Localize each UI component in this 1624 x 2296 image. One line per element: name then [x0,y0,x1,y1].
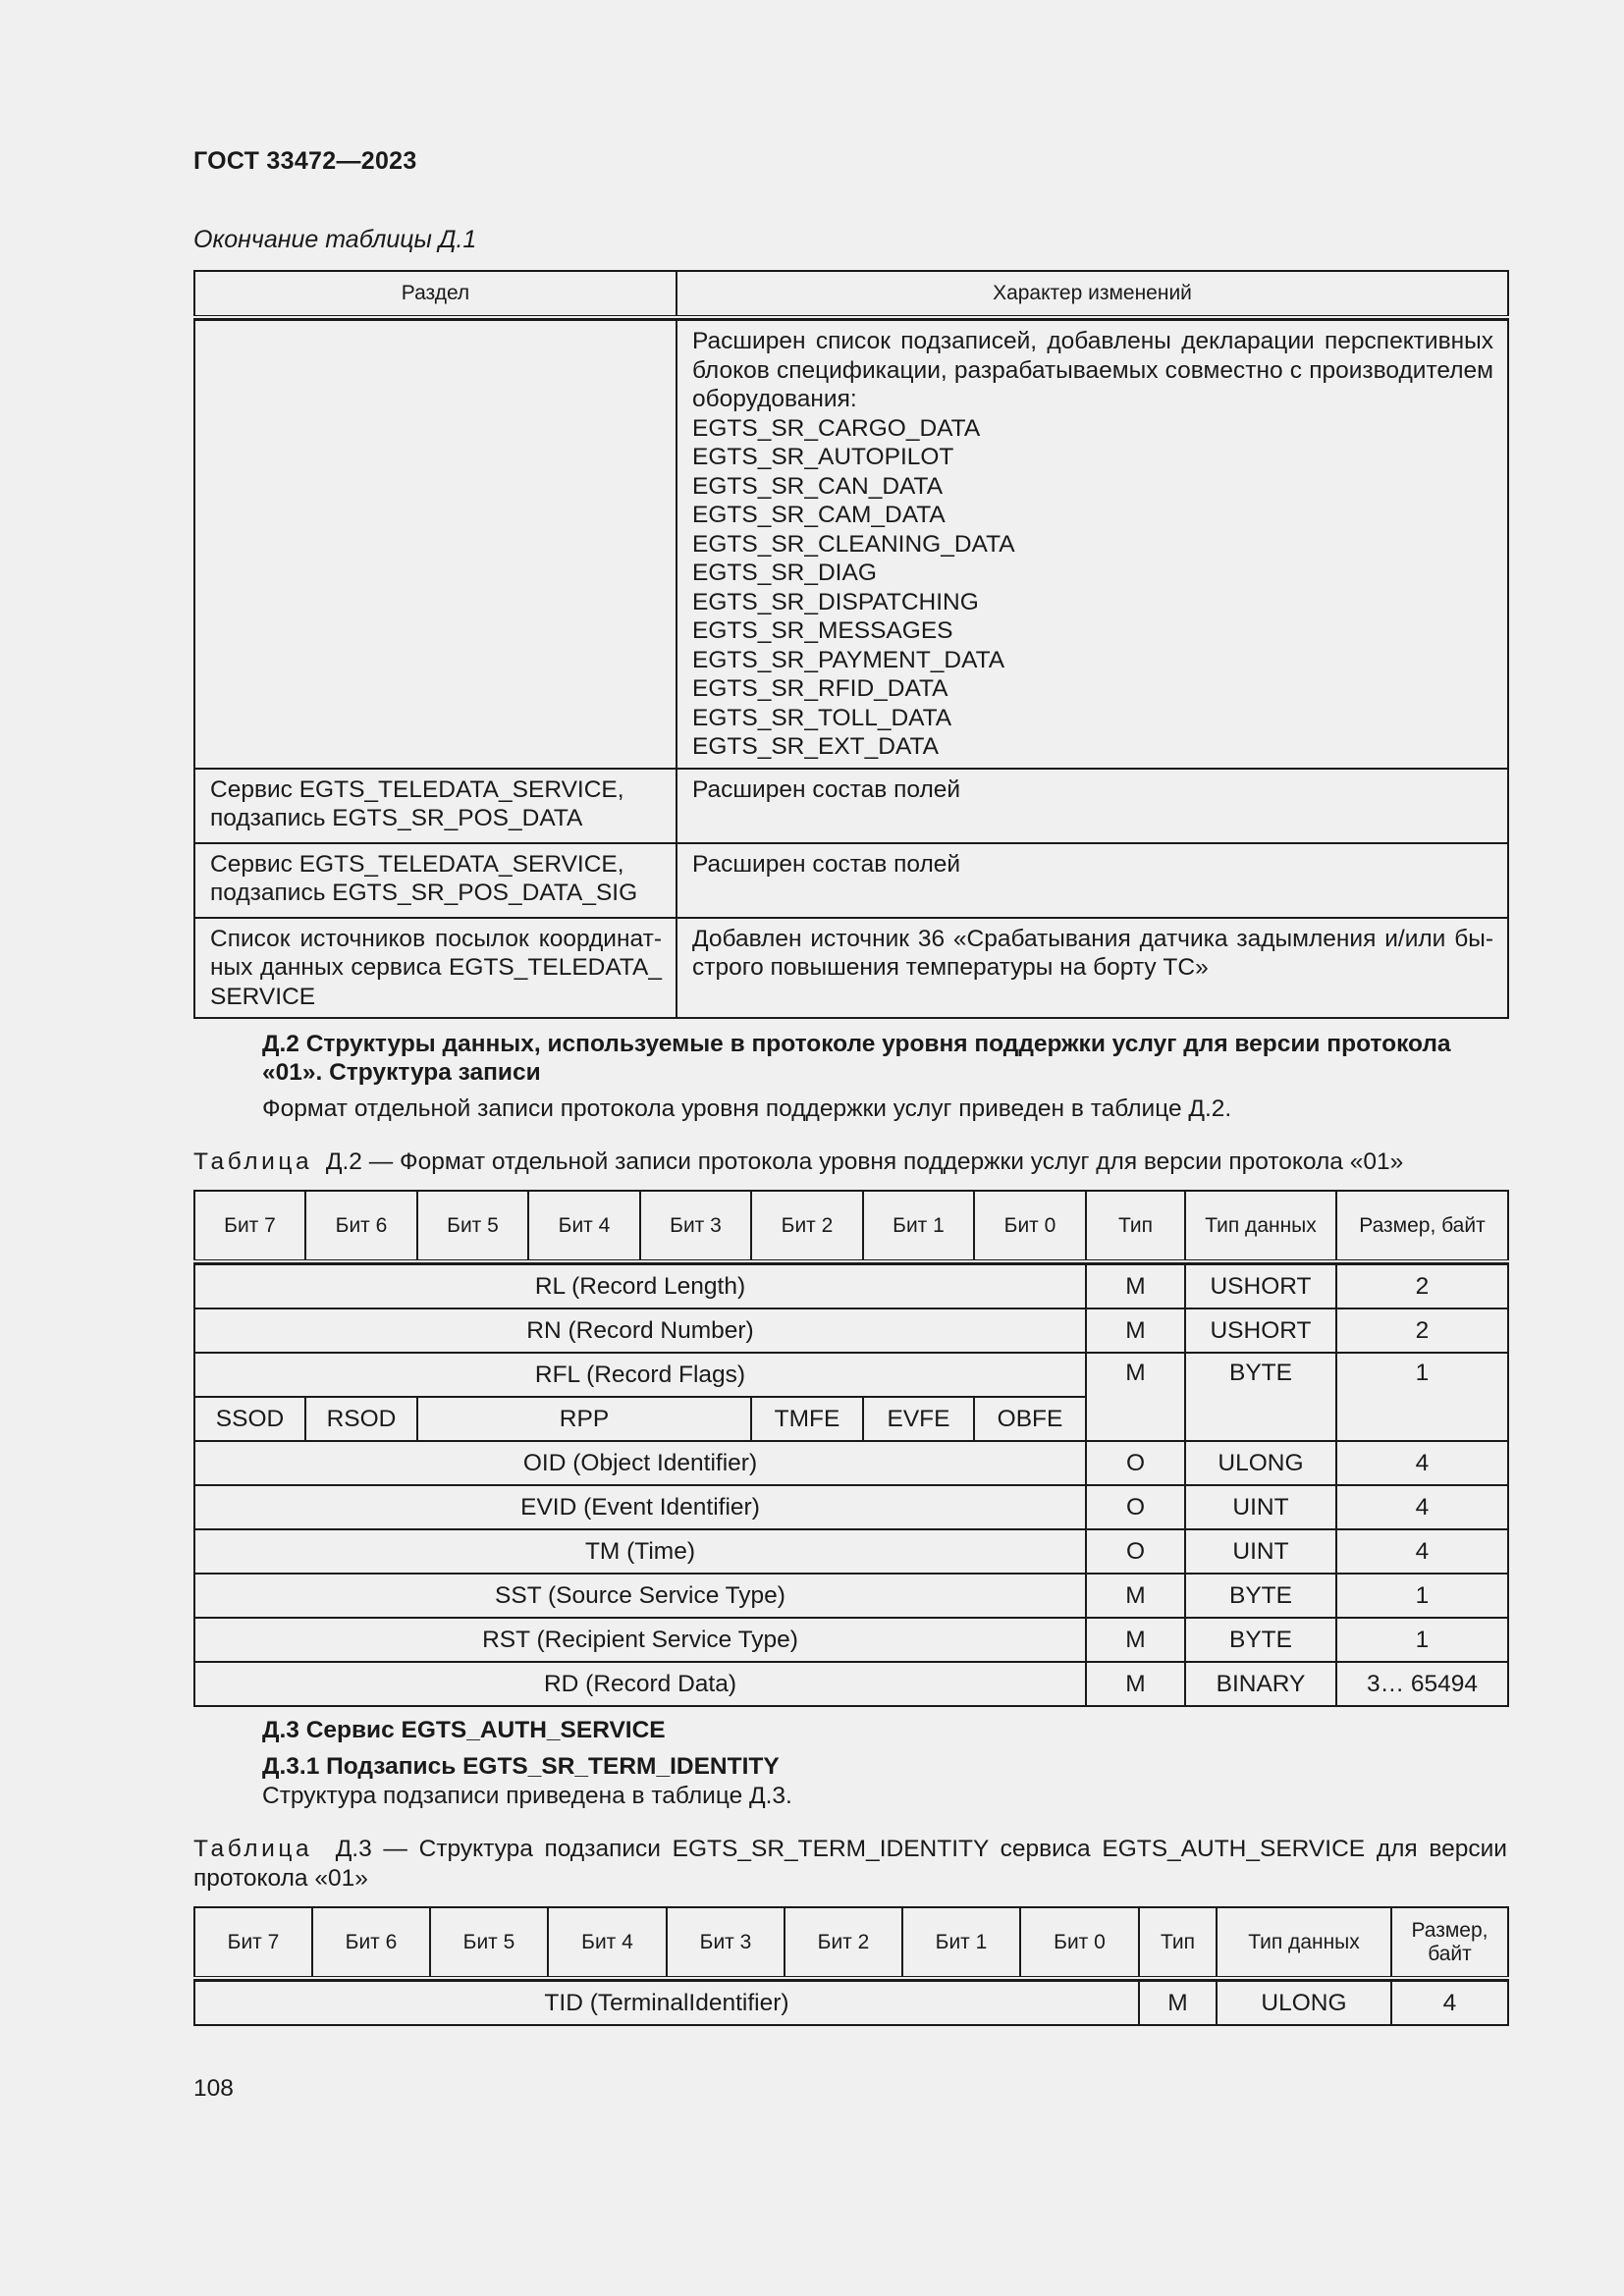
table2-caption-word: Таблица [193,1148,313,1175]
table-row [194,1353,1508,1397]
field-name: RD (Record Data) [194,1662,1086,1706]
section-d2-paragraph: Формат отдельной записи протокола уровня поддержки услуг приведен в таблице Д.2. [262,1095,1232,1122]
header-bit6: Бит 6 [312,1907,430,1978]
subrecord-item: EGTS_SR_DISPATCHING [692,588,979,615]
field-name: TID (TerminalIdentifier) [194,1981,1139,2025]
field-name: RN (Record Number) [194,1308,1086,1353]
subrecord-item: EGTS_SR_CAM_DATA [692,502,946,528]
field-data-type: ULONG [1185,1441,1336,1485]
field-size: 1 [1336,1574,1508,1618]
flag-tmfe: TMFE [751,1397,863,1441]
field-type: M [1086,1308,1185,1353]
header-bit4: Бит 4 [548,1907,667,1978]
field-data-type: UINT [1185,1485,1336,1529]
table3-caption-text: Д.3 — Структура подзаписи EGTS_SR_TERM_IDENTITY сервиса EGTS_AUTH_SERVICE для версии протокола «01» [193,1836,1507,1892]
table-d3 [193,1906,1509,2026]
header-type: Тип [1139,1907,1217,1978]
header-data-type: Тип данных [1185,1191,1336,1261]
table-row [194,1662,1508,1706]
subrecord-item: EGTS_SR_RFID_DATA [692,675,948,702]
field-data-type: USHORT [1185,1264,1336,1308]
header-bit6: Бит 6 [305,1191,417,1261]
table-header-row [194,271,1508,317]
header-bit5: Бит 5 [430,1907,548,1978]
column-header-changes: Характер изменений [677,271,1508,317]
field-type: O [1086,1529,1185,1574]
field-data-type: ULONG [1217,1981,1391,2025]
section-cell: Сервис EGTS_TELEDATA_SERVICE, подзапись EGTS_SR_POS_DATA [194,769,677,843]
field-type: M [1086,1662,1185,1706]
section-d2-title: Д.2 Структуры данных, используемые в протоколе уровня поддержки услуг для версии протокола «01». Структура записи [262,1031,1451,1086]
subrecord-item: EGTS_SR_EXT_DATA [692,733,939,760]
section-cell: Список источников посылок координат-ных данных сервиса EGTS_TELEDATA_ SERVICE [194,918,677,1019]
page-number: 108 [193,2075,234,2102]
field-size: 1 [1336,1353,1508,1441]
field-size: 4 [1336,1441,1508,1485]
field-size: 2 [1336,1308,1508,1353]
subrecord-item: EGTS_SR_CLEANING_DATA [692,530,1015,558]
header-bit5: Бит 5 [417,1191,528,1261]
changes-cell: Расширен состав полей [677,843,1508,918]
header-size: Размер, байт [1336,1191,1508,1261]
subrecord-item: EGTS_SR_PAYMENT_DATA [692,646,1005,673]
field-name: TM (Time) [194,1529,1086,1574]
table-row [194,1574,1508,1618]
changes-cell [677,320,1508,769]
column-header-section: Раздел [194,271,677,317]
field-type: M [1086,1618,1185,1662]
subrecord-item: EGTS_SR_MESSAGES [692,617,953,644]
changes-cell: Расширен состав полей [677,769,1508,843]
header-bit3: Бит 3 [667,1907,785,1978]
field-data-type: BYTE [1185,1353,1336,1441]
document-header: ГОСТ 33472—2023 [193,147,417,175]
header-bit2: Бит 2 [785,1907,902,1978]
field-name: OID (Object Identifier) [194,1441,1086,1485]
table-row [194,918,1508,1019]
field-type: M [1086,1264,1185,1308]
header-bit3: Бит 3 [640,1191,751,1261]
table-header-row [194,1191,1508,1261]
subrecord-item: EGTS_SR_TOLL_DATA [692,704,952,731]
changes-intro: Расширен список подзаписей, добавлены декларации перспективных блоков спецификации, разрабатываемых совместно с производителем оборудования: [692,328,1493,412]
subrecord-item: EGTS_SR_CAN_DATA [692,472,944,500]
header-data-type: Тип данных [1217,1907,1391,1978]
header-bit7: Бит 7 [194,1191,305,1261]
header-size: Размер, байт [1391,1907,1508,1978]
field-size: 1 [1336,1618,1508,1662]
table-row [194,1529,1508,1574]
field-size: 2 [1336,1264,1508,1308]
field-name: RL (Record Length) [194,1264,1086,1308]
table2-caption [193,1148,1403,1176]
table-row [194,320,1508,769]
table-row [194,1485,1508,1529]
header-bit4: Бит 4 [528,1191,640,1261]
field-type: O [1086,1485,1185,1529]
section-d3-title: Д.3 Сервис EGTS_AUTH_SERVICE [262,1717,666,1743]
flag-evfe: EVFE [863,1397,974,1441]
changes-cell: Добавлен источник 36 «Срабатывания датчика задымления и/или бы-строго повышения температуры на борту ТС» [677,918,1508,1019]
flag-ssod: SSOD [194,1397,305,1441]
table-row [194,1264,1508,1308]
section-d31-paragraph: Структура подзаписи приведена в таблице Д.3. [262,1783,792,1809]
subrecord-item: EGTS_SR_CARGO_DATA [692,414,981,442]
header-bit2: Бит 2 [751,1191,863,1261]
header-bit7: Бит 7 [194,1907,312,1978]
subrecord-item: EGTS_SR_AUTOPILOT [692,444,954,470]
field-data-type: USHORT [1185,1308,1336,1353]
flag-rpp: RPP [417,1397,751,1441]
header-bit0: Бит 0 [1020,1907,1139,1978]
table-header-row [194,1907,1508,1978]
field-size: 4 [1336,1529,1508,1574]
table-d1-end [193,270,1509,1019]
field-size: 4 [1336,1485,1508,1529]
field-name: EVID (Event Identifier) [194,1485,1086,1529]
table-row [194,769,1508,843]
table-row [194,843,1508,918]
field-data-type: UINT [1185,1529,1336,1574]
table-row [194,1981,1508,2025]
field-data-type: BYTE [1185,1574,1336,1618]
table3-caption [193,1835,1507,1894]
table-row [194,1618,1508,1662]
field-size: 4 [1391,1981,1508,2025]
field-data-type: BYTE [1185,1618,1336,1662]
section-d31-title: Д.3.1 Подзапись EGTS_SR_TERM_IDENTITY [262,1753,780,1780]
table-row [194,1441,1508,1485]
field-data-type: BINARY [1185,1662,1336,1706]
table2-caption-text: Д.2 — Формат отдельной записи протокола уровня поддержки услуг для версии протокола «01» [325,1148,1404,1175]
subrecord-item: EGTS_SR_DIAG [692,560,877,586]
header-bit1: Бит 1 [902,1907,1020,1978]
field-type: M [1086,1353,1185,1441]
field-name: SST (Source Service Type) [194,1574,1086,1618]
field-name: RFL (Record Flags) [194,1353,1086,1397]
header-bit1: Бит 1 [863,1191,974,1261]
header-bit0: Бит 0 [974,1191,1086,1261]
section-cell [194,320,677,769]
table-d2 [193,1190,1509,1707]
table3-caption-word: Таблица [193,1836,313,1862]
field-type: O [1086,1441,1185,1485]
flag-rsod: RSOD [305,1397,417,1441]
table1-caption: Окончание таблицы Д.1 [193,226,477,253]
header-type: Тип [1086,1191,1185,1261]
field-name: RST (Recipient Service Type) [194,1618,1086,1662]
subrecord-list [692,414,1493,762]
section-cell: Сервис EGTS_TELEDATA_SERVICE, подзапись EGTS_SR_POS_DATA_SIG [194,843,677,918]
field-type: M [1139,1981,1217,2025]
flag-obfe: OBFE [974,1397,1086,1441]
field-size: 3… 65494 [1336,1662,1508,1706]
field-type: M [1086,1574,1185,1618]
table-row [194,1308,1508,1353]
